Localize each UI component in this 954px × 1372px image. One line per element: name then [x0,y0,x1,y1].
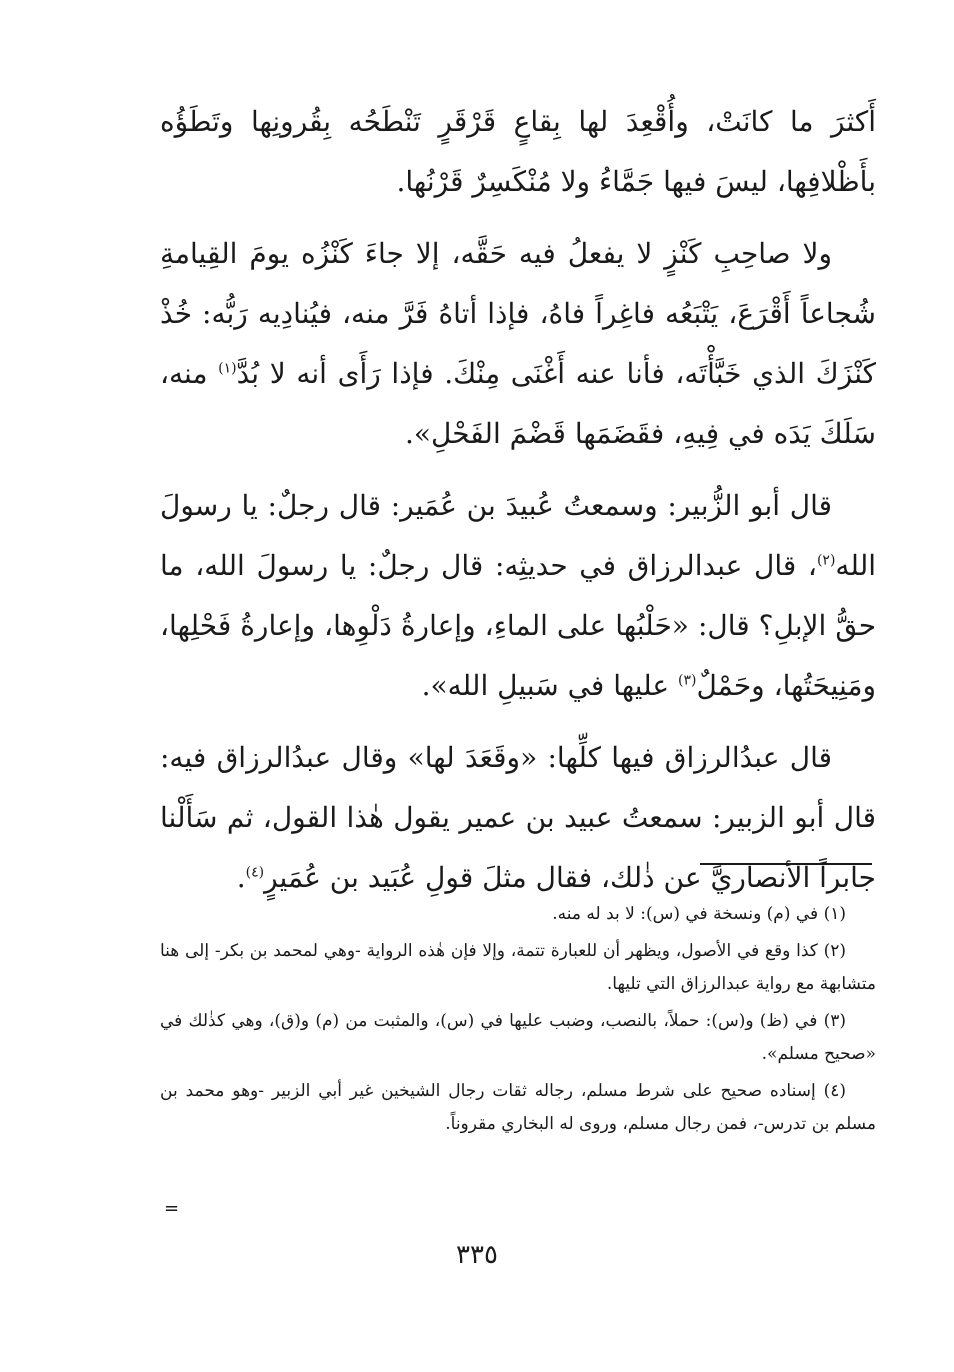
paragraph-4 [160,728,876,908]
main-text [160,92,876,920]
paragraph-3-text-c: عليها في سَبيلِ الله». [421,669,678,702]
paragraph-2-text-a: ولا صاحِبِ كَنْزٍ لا يفعلُ فيه حَقَّه، إلا جاءَ كَنْزُه يومَ القِيامةِ شُجاعاً أَقْرَعَ، يَتْبَعُه فاغِراً فاهُ، فإذا أتاهُ فَرَّ منه، فيُنادِيه رَبُّه: خُذْ كَنْزَكَ الذي خَبَّأْتَه، فأنا عنه أَغْنَى مِنْكَ. فإذا رَأَى أنه لا بُدَّ [160,237,876,390]
paragraph-2 [160,224,876,464]
footnote-4: (٤) إسناده صحيح على شرط مسلم، رجاله ثقات رجال الشيخين غير أبي الزبير -وهو محمد بن مسلم بن تدرس-، فمن رجال مسلم، وروى له البخاري مقروناً. [160,1081,876,1134]
paragraph-3-text-b: ، قال عبدالرزاق في حديثِه: قال رجلٌ: يا رسولَ الله، ما حقُّ الإبلِ؟ قال: «حَلْبُها على الماءِ، وإعارةُ دَلْوِها، وإعارةُ فَحْلِها، ومَنِيحَتُها، وحَمْلٌ [160,549,876,702]
footnote-3: (٣) في (ظ) و(س): حملاً، بالنصب، وضبب عليها في (س)، والمثبت من (م) و(ق)، وهي كذٰلك في «صحيح مسلم». [160,1011,876,1064]
footnote-1: (١) في (م) ونسخة في (س): لا بد له منه. [552,904,846,924]
paragraph-1-text: أَكثرَ ما كانَتْ، وأُقْعِدَ لها بِقاعٍ قَرْقَرٍ تَنْطَحُه بِقُرونِها وتَطَؤُه بأَظْلافِها، ليسَ فيها جَمَّاءُ ولا مُنْكَسِرٌ قَرْنُها. [160,105,876,198]
footnote-ref-2[interactable]: (٢) [816,552,836,569]
paragraph-4-text-a: قال عبدُالرزاق فيها كلِّها: «وقَعَدَ لها» وقال عبدُالرزاق فيه: قال أبو الزبير: سمعتُ عبيد بن عمير يقول هٰذا القول، ثم سَأَلْنا جابراً الأنصاريَّ عن ذٰلك، فقال مثلَ قولِ عُبَيد بن عُمَيرٍ [160,741,876,894]
paragraph-3-text-a: قال أبو الزُّبير: وسمعتُ عُبيدَ بن عُمَير: قال رجلٌ: يا رسولَ الله [160,489,876,582]
paragraph-4-text-b: . [236,861,246,894]
footnote-2: (٢) كذا وقع في الأصول، ويظهر أن للعبارة تتمة، وإلا فإن هٰذه الرواية -وهي لمحمد بن بكر- إلى هنا متشابهة مع رواية عبدالرزاق التي تليها. [160,941,876,994]
paragraph-3 [160,476,876,716]
footnote-ref-4[interactable]: (٤) [245,864,265,881]
page-number: ٣٣٥ [456,1240,498,1270]
footnote-ref-1[interactable]: (١) [218,360,237,377]
footnote-ref-3[interactable]: (٣) [677,672,697,689]
paragraph-2-text-b: منه، سَلَكَ يَدَه في فِيهِ، فقَضَمَها قَضْمَ الفَحْلِ». [160,357,876,450]
continuation-mark: = [164,1198,180,1219]
paragraph-1 [160,92,876,212]
footnotes-section [160,898,876,1145]
footnote-divider [700,863,872,865]
